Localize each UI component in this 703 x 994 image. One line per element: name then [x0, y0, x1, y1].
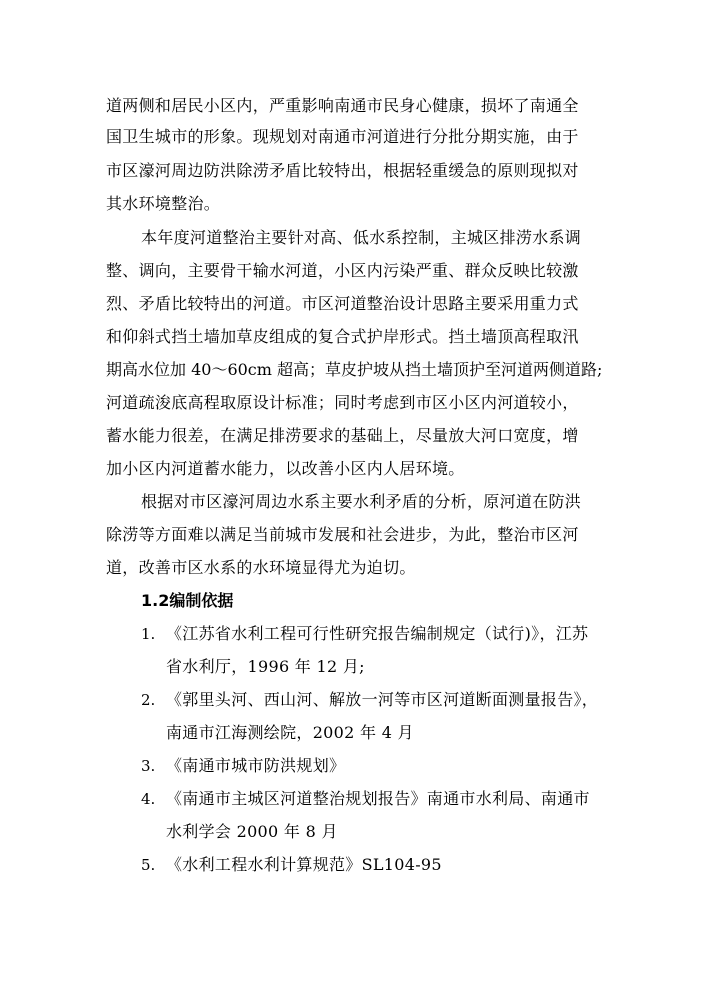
paragraph-line: 道两侧和居民小区内，严重影响南通市民身心健康，损坏了南通全	[106, 96, 579, 115]
paragraph-line: 本年度河道整治主要针对高、低水系控制，主城区排涝水系调	[141, 228, 582, 247]
paragraph-line: 国卫生城市的形象。现规划对南通市河道进行分批分期实施，由于	[106, 127, 579, 146]
reference-text: 省水利厅，1996 年 12 月;	[166, 657, 365, 676]
paragraph-line: 除涝等方面难以满足当前城市发展和社会进步，为此，整治市区河	[106, 525, 579, 544]
reference-text: 《江苏省水利工程可行性研究报告编制规定（试行)》，江苏	[166, 624, 589, 643]
reference-number: 4.	[141, 790, 156, 808]
reference-text: 水利学会 2000 年 8 月	[166, 822, 338, 841]
paragraph-line: 蓄水能力很差，在满足排涝要求的基础上，尽量放大河口宽度，增	[106, 426, 579, 445]
reference-text: 《南通市城市防洪规划》	[166, 756, 346, 775]
paragraph-line: 加小区内河道蓄水能力，以改善小区内人居环境。	[106, 459, 465, 478]
reference-text: 《水利工程水利计算规范》SL104-95	[166, 855, 442, 874]
paragraph-line: 道，改善市区水系的水环境显得尤为迫切。	[106, 558, 416, 577]
section-heading: 1.2编制依据	[141, 591, 234, 610]
reference-number: 2.	[141, 691, 156, 709]
paragraph-line: 根据对市区濠河周边水系主要水利矛盾的分析，原河道在防洪	[141, 492, 582, 511]
paragraph-line: 市区濠河周边防洪除涝矛盾比较特出，根据轻重缓急的原则现拟对	[106, 161, 579, 180]
paragraph-line: 和仰斜式挡土墙加草皮组成的复合式护岸形式。挡土墙顶高程取汛	[106, 327, 579, 346]
paragraph-line: 期高水位加 40～60cm 超高；草皮护坡从挡土墙顶护至河道两侧道路;	[106, 360, 603, 379]
reference-text: 南通市江海测绘院，2002 年 4 月	[166, 723, 414, 742]
paragraph-line: 整、调向，主要骨干输水河道，小区内污染严重、群众反映比较激	[106, 261, 579, 280]
reference-number: 3.	[141, 757, 156, 775]
paragraph-line: 烈、矛盾比较特出的河道。市区河道整治设计思路主要采用重力式	[106, 294, 579, 313]
reference-text: 《南通市主城区河道整治规划报告》南通市水利局、南通市	[166, 789, 590, 808]
paragraph-line: 其水环境整治。	[106, 194, 221, 213]
reference-text: 《郭里头河、西山河、解放一河等市区河道断面测量报告》，	[166, 690, 599, 709]
reference-number: 1.	[141, 625, 156, 643]
paragraph-line: 河道疏浚底高程取原设计标准；同时考虑到市区小区内河道较小，	[106, 393, 579, 412]
reference-number: 5.	[141, 856, 156, 874]
